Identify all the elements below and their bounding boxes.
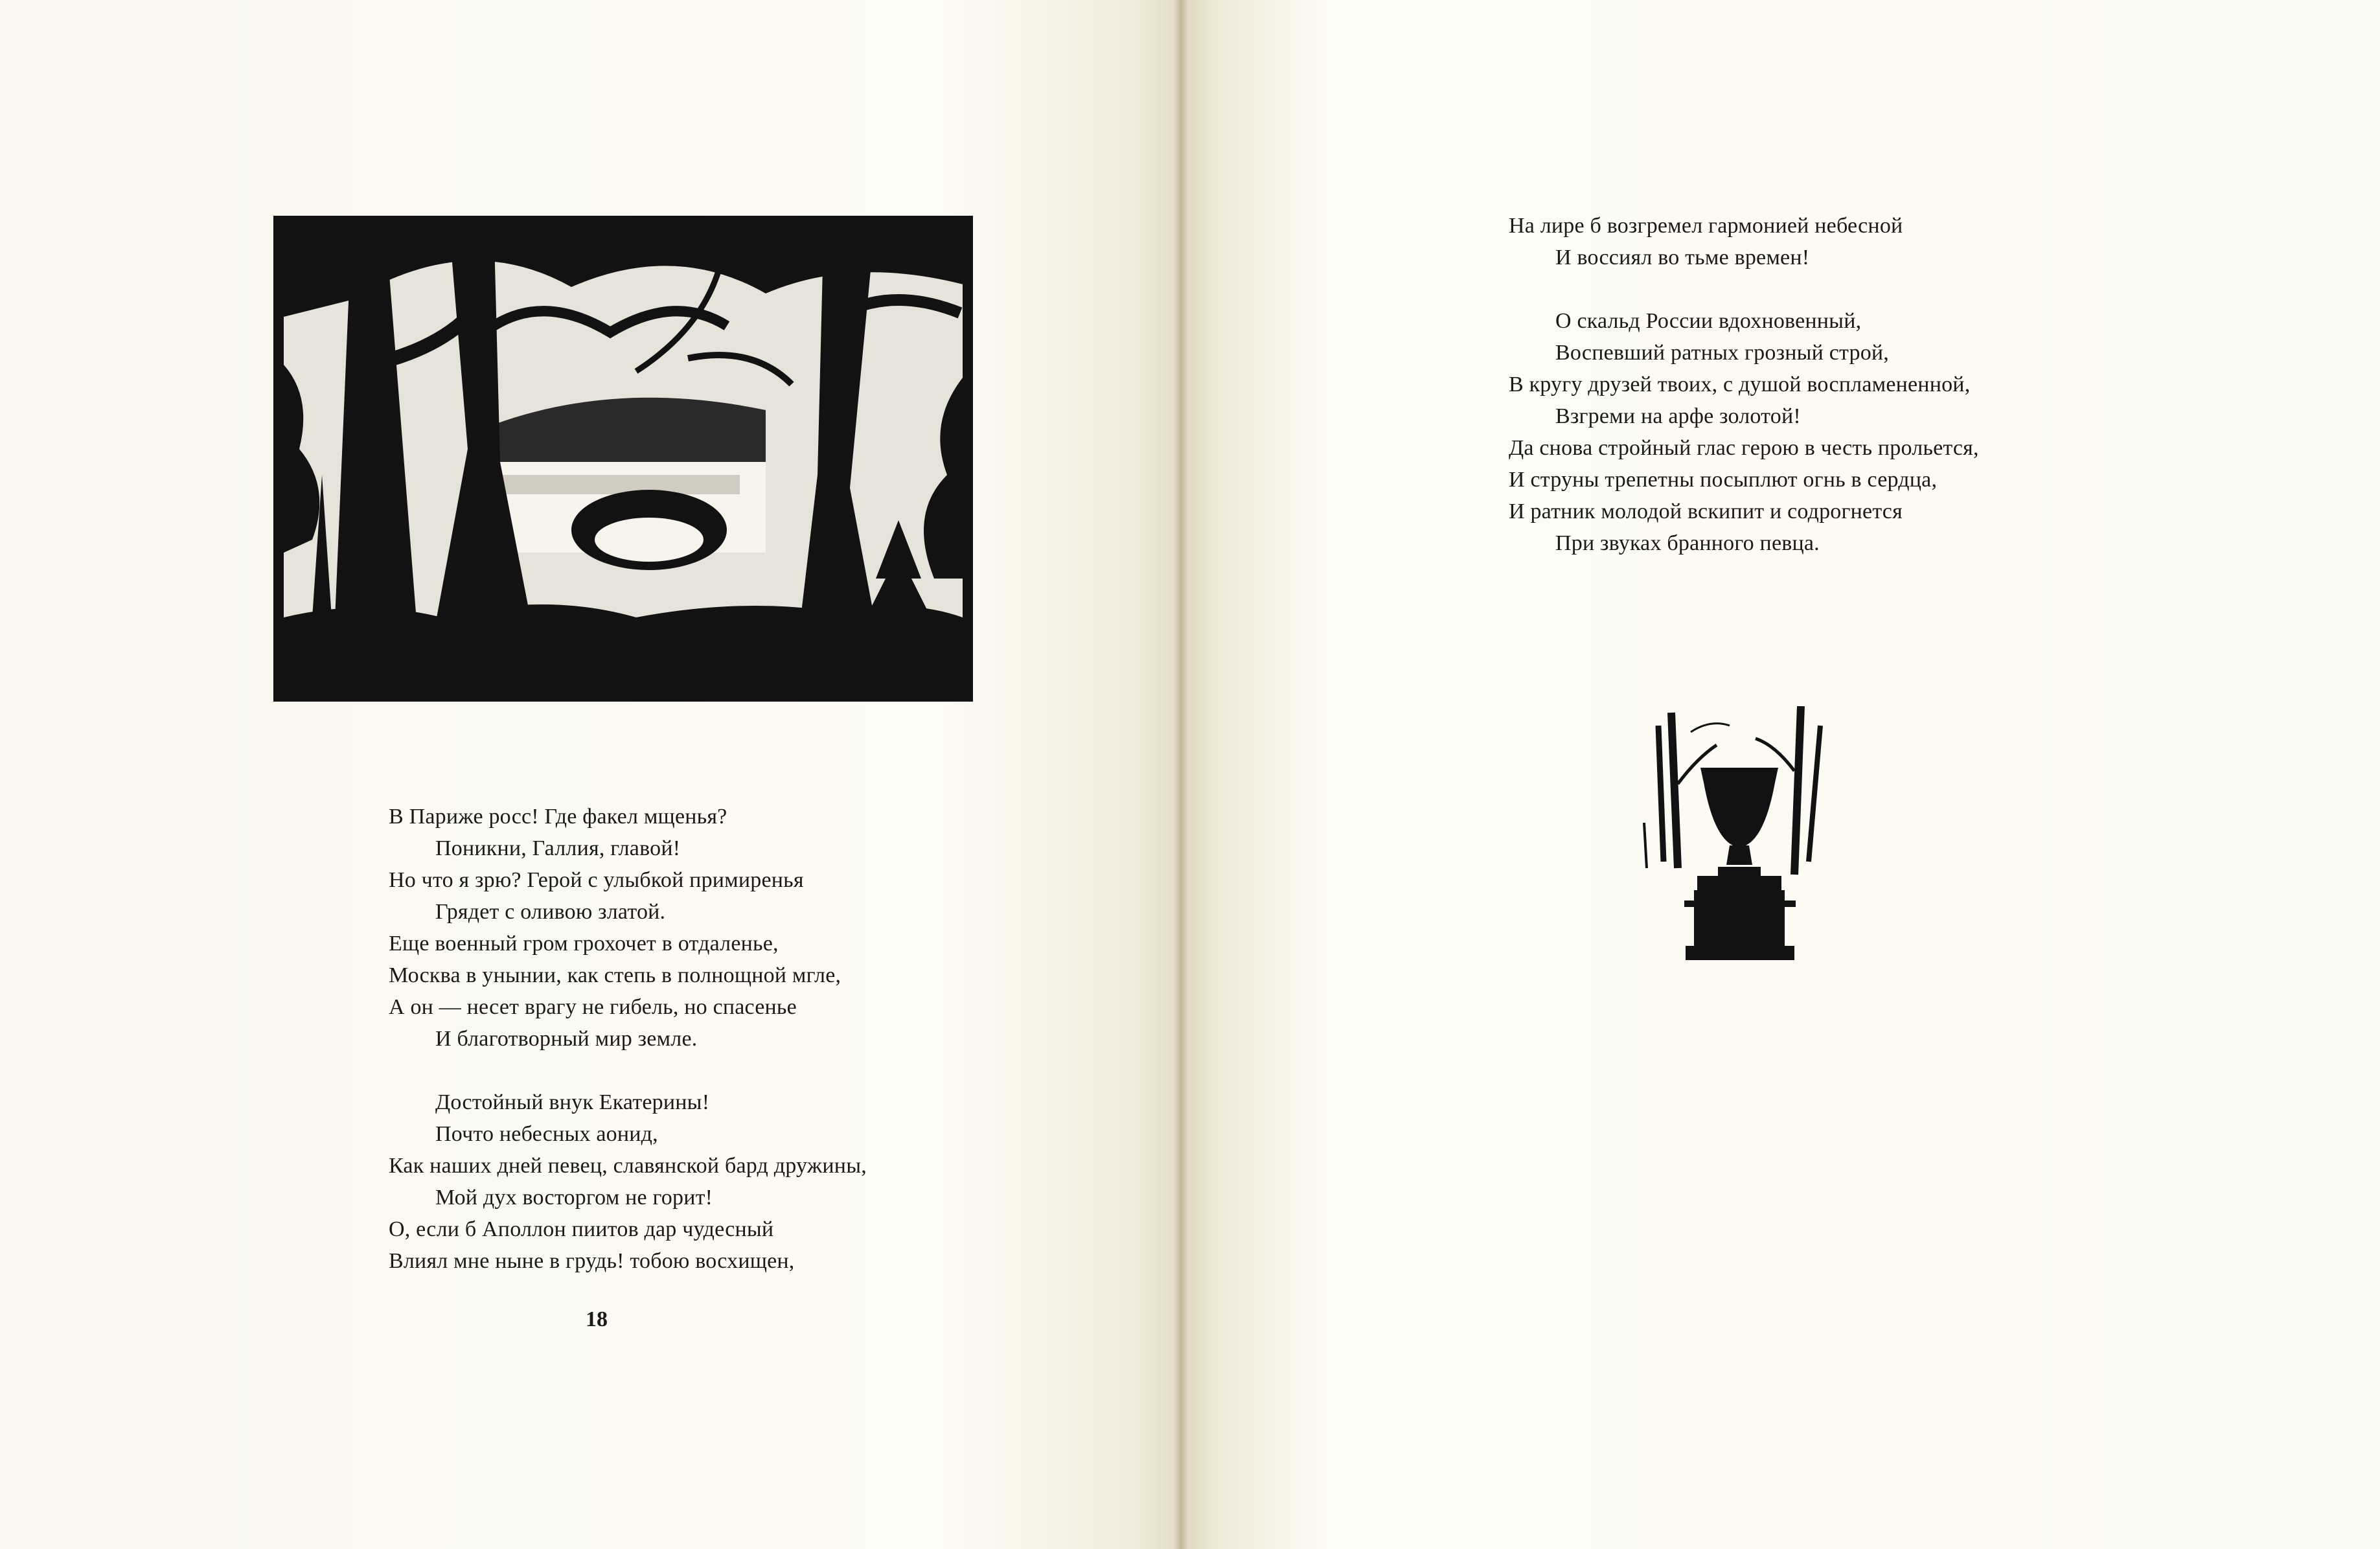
poem-line: На лире б возгремел гармонией небесной <box>1509 214 1903 238</box>
poem-line: О, если б Аполлон пиитов дар чудесный <box>389 1217 774 1241</box>
poem-line: А он — несет врагу не гибель, но спасенье <box>389 995 797 1019</box>
poem-line: Москва в унынии, как степь в полнощной мгле, <box>389 963 841 987</box>
poem-line: Еще военный гром грохочет в отдаленье, <box>389 932 779 956</box>
poem-line: Да снова стройный глас герою в честь прольется, <box>1509 436 1979 460</box>
poem-line: И ратник молодой вскипит и содрогнется <box>1509 499 1903 523</box>
page-number: 18 <box>586 1307 608 1331</box>
poem-line: И воссиял во тьме времен! <box>1555 246 1810 270</box>
poem-line: Воспевший ратных грозный строй, <box>1555 341 1890 365</box>
stanza-break <box>389 1055 867 1086</box>
urn-on-pedestal-illustration-icon <box>1632 706 1846 962</box>
poem-line: И струны трепетны посыплют огнь в сердца, <box>1509 468 1938 492</box>
poem-line: Взгреми на арфе золотой! <box>1555 404 1801 428</box>
poem-line: Мой дух восторгом не горит! <box>435 1186 713 1210</box>
poem-line: Почто небесных аонид, <box>435 1122 658 1146</box>
poem-text-right <box>1509 210 1979 559</box>
forest-lake-bridge-illustration-icon <box>273 216 973 702</box>
poem-line: При звуках бранного певца. <box>1555 531 1820 555</box>
poem-line: В кругу друзей твоих, с душой воспламененной, <box>1509 373 1971 396</box>
poem-line: Грядет с оливою златой. <box>435 900 666 924</box>
poem-line: О скальд России вдохновенный, <box>1555 309 1862 333</box>
stanza-break <box>1509 273 1979 305</box>
poem-line: Как наших дней певец, славянской бард дружины, <box>389 1154 867 1178</box>
book-gutter <box>1174 0 1188 1549</box>
poem-line: В Париже росс! Где факел мщенья? <box>389 805 727 829</box>
poem-line: Поникни, Галлия, главой! <box>435 836 681 860</box>
right-page <box>1180 0 2380 1549</box>
left-page <box>0 0 1180 1549</box>
poem-line: Достойный внук Екатерины! <box>435 1090 710 1114</box>
poem-line: И благотворный мир земле. <box>435 1027 698 1051</box>
poem-line: Влиял мне ныне в грудь! тобою восхищен, <box>389 1249 795 1273</box>
poem-text-left <box>389 801 867 1277</box>
poem-line: Но что я зрю? Герой с улыбкой примиренья <box>389 868 804 892</box>
